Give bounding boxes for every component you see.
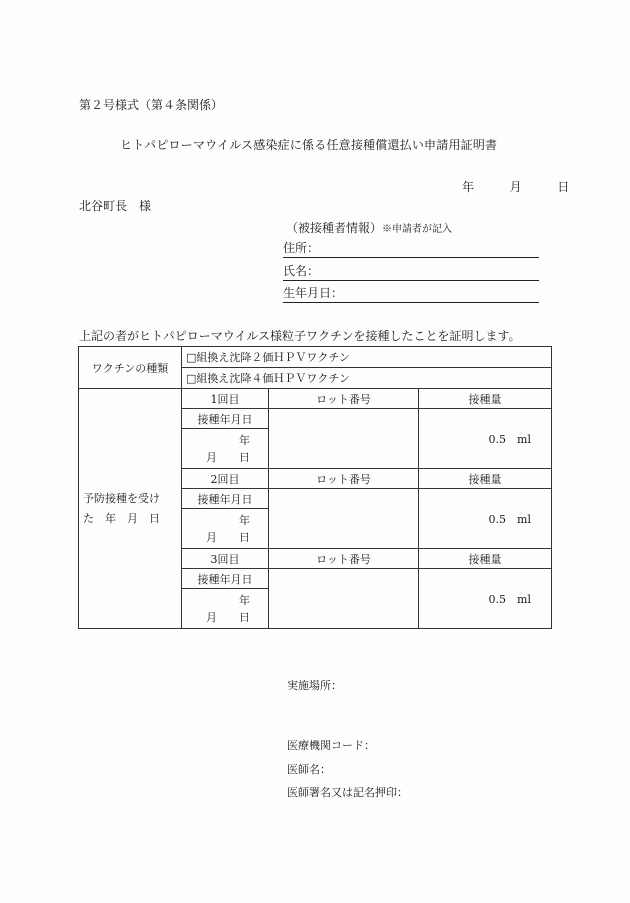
vaccine-option-4valent[interactable]: □組換え沈降４価ＨＰＶワクチン [182,368,552,389]
address-label: 住所： [283,241,320,255]
dose-2-date-label: 接種年月日 [182,489,269,509]
dose-3-amount: 0.5 ml [419,569,552,629]
vaccine-option-2valent[interactable]: □組換え沈降２価ＨＰＶワクチン [182,347,552,368]
addressee: 北谷町長 様 [79,199,152,213]
dose-1-round: 1回目 [182,389,269,409]
birthdate-field[interactable] [283,285,539,303]
doctor-name-label: 医師名： [287,763,331,776]
dose-3-lot-header: ロット番号 [269,549,419,569]
recipient-info-note: ※申請者が記入 [382,224,453,235]
dose-1-lot-header: ロット番号 [269,389,419,409]
received-label-line2: た 年 月 日 [83,511,160,525]
dose-3-day: 日 [239,611,250,624]
form-number: 第２号様式（第４条関係） [79,98,224,112]
date-month: 月 [509,180,522,194]
vaccination-table [78,346,552,629]
recipient-info-heading [286,219,452,236]
document-title: ヒトパピローマウイルス感染症に係る任意接種償還払い申請用証明書 [120,138,498,152]
dose-2-month: 月 [206,531,217,544]
date-day: 日 [557,180,570,194]
dose-1-day: 日 [239,451,250,464]
dose-3-lot-number[interactable] [269,569,419,629]
dose-2-amount: 0.5 ml [419,489,552,549]
dose-3-month: 月 [206,611,217,624]
dose-1-amount-header: 接種量 [419,389,552,409]
dose-2-day: 日 [239,531,250,544]
recipient-info-title: （被接種者情報） [286,221,383,235]
name-field[interactable] [283,263,539,281]
dose-2-date[interactable] [182,509,269,549]
signature-label: 医師署名又は記名押印： [287,786,408,799]
dose-2-round: 2回目 [182,469,269,489]
received-date-label-cell [79,389,182,629]
facility-code-label: 医療機関コード： [287,739,375,752]
dose-1-lot-number[interactable] [269,409,419,469]
dose-1-amount: 0.5 ml [419,409,552,469]
dose-2-year: 年 [239,514,250,527]
date-year: 年 [462,180,475,194]
dose-3-amount-header: 接種量 [419,549,552,569]
address-field[interactable] [283,240,539,258]
certification-text: 上記の者がヒトパピローマウイルス様粒子ワクチンを接種したことを証明します。 [79,329,521,343]
issue-date [462,178,569,195]
name-label: 氏名： [283,264,320,278]
dose-1-year: 年 [239,434,250,447]
table-row [79,347,552,368]
vaccine-type-label: ワクチンの種類 [79,347,182,389]
dose-1-month: 月 [206,451,217,464]
birthdate-label: 生年月日： [283,286,344,300]
dose-1-date-label: 接種年月日 [182,409,269,429]
received-label-line1: 予防接種を受け [83,491,160,505]
dose-1-date[interactable] [182,429,269,469]
dose-2-lot-number[interactable] [269,489,419,549]
dose-3-date[interactable] [182,589,269,629]
dose-3-year: 年 [239,594,250,607]
dose-3-date-label: 接種年月日 [182,569,269,589]
dose-2-lot-header: ロット番号 [269,469,419,489]
dose-3-round: 3回目 [182,549,269,569]
table-row [79,389,552,409]
place-label: 実施場所： [287,679,342,692]
dose-2-amount-header: 接種量 [419,469,552,489]
